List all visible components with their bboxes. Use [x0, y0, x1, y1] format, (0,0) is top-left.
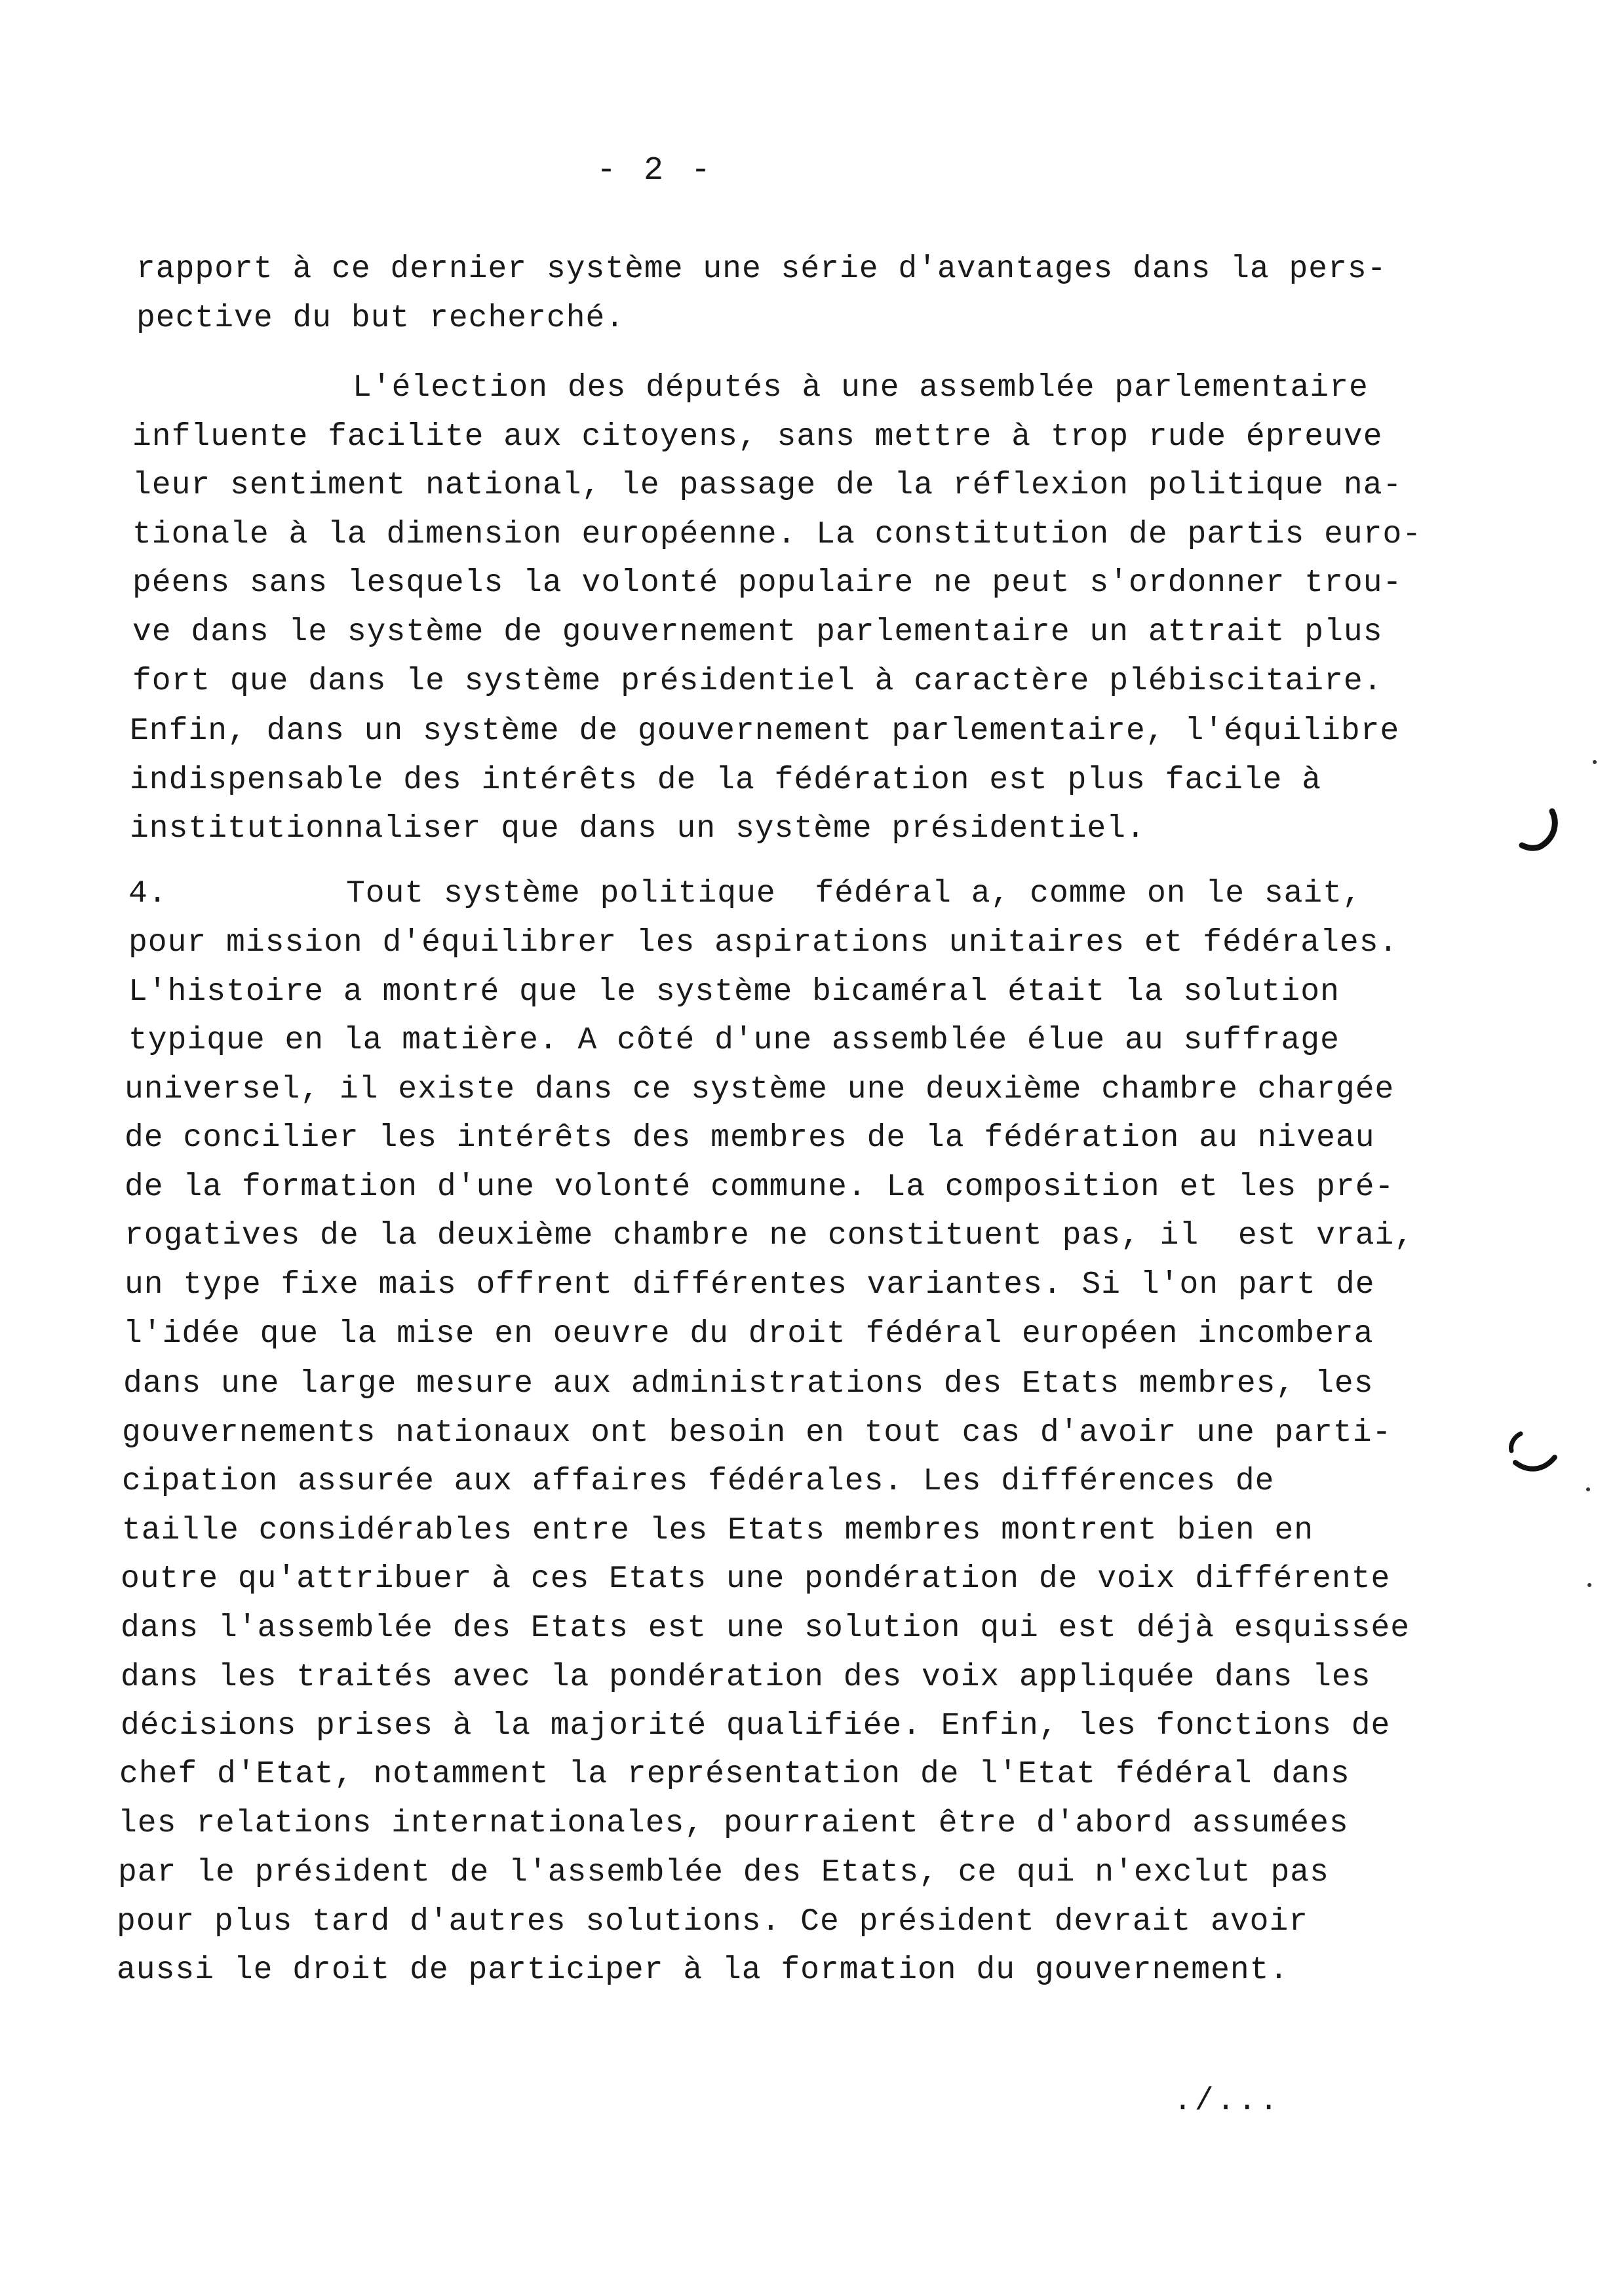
text-line: institutionnaliser que dans un système présidentiel. [130, 811, 1146, 847]
punch-hole-mark [1514, 806, 1566, 858]
text-line: ve dans le système de gouvernement parlementaire un attrait plus [132, 615, 1383, 650]
text-line: outre qu'attribuer à ces Etats une pondération de voix différente [121, 1561, 1391, 1597]
text-line: Tout système politique fédéral a, comme on le sait, [346, 876, 1362, 911]
text-line: par le président de l'assemblée des Etats, ce qui n'exclut pas [118, 1855, 1329, 1890]
text-line: un type fixe mais offrent différentes variantes. Si l'on part de [125, 1267, 1375, 1303]
text-line: pour mission d'équilibrer les aspirations unitaires et fédérales. [128, 925, 1399, 961]
text-line: rapport à ce dernier système une série d'avantages dans la pers- [136, 252, 1387, 287]
text-line: gouvernements nationaux ont besoin en tout cas d'avoir une parti- [122, 1415, 1392, 1451]
text-line: aussi le droit de participer à la formation du gouvernement. [117, 1953, 1289, 1988]
text-line: pour plus tard d'autres solutions. Ce président devrait avoir [117, 1904, 1309, 1940]
section-number: 4. [128, 876, 168, 911]
text-line: L'élection des députés à une assemblée parlementaire [353, 370, 1369, 406]
text-line: décisions prises à la majorité qualifiée. Enfin, les fonctions de [121, 1708, 1391, 1744]
scan-speck [1586, 1487, 1590, 1491]
punch-hole-mark [1501, 1428, 1573, 1487]
text-line: typique en la matière. A côté d'une assemblée élue au suffrage [128, 1023, 1340, 1058]
text-line: de concilier les intérêts des membres de la fédération au niveau [125, 1120, 1375, 1156]
text-line: fort que dans le système présidentiel à caractère plébiscitaire. [132, 664, 1383, 699]
text-line: dans une large mesure aux administrations des Etats membres, les [123, 1366, 1374, 1402]
text-line: tionale à la dimension européenne. La constitution de partis euro- [132, 517, 1422, 552]
text-line: dans les traités avec la pondération des voix appliquée dans les [121, 1660, 1371, 1695]
page-number: - 2 - [596, 152, 715, 189]
scan-speck [1587, 1583, 1591, 1587]
text-line: Enfin, dans un système de gouvernement parlementaire, l'équilibre [130, 714, 1400, 749]
text-line: dans l'assemblée des Etats est une solution qui est déjà esquissée [121, 1611, 1411, 1646]
text-line: universel, il existe dans ce système une deuxième chambre chargée [125, 1072, 1395, 1107]
text-line: chef d'Etat, notamment la représentation de l'Etat fédéral dans [119, 1757, 1350, 1792]
text-line: influente facilite aux citoyens, sans mettre à trop rude épreuve [132, 419, 1383, 455]
continuation-mark: ./... [1173, 2084, 1281, 2119]
text-line: L'histoire a montré que le système bicaméral était la solution [128, 974, 1340, 1010]
text-line: rogatives de la deuxième chambre ne constituent pas, il est vrai, [125, 1218, 1414, 1253]
text-line: pective du but recherché. [136, 301, 625, 336]
scan-speck [1593, 760, 1597, 764]
text-line: indispensable des intérêts de la fédération est plus facile à [130, 763, 1322, 798]
text-line: leur sentiment national, le passage de la réflexion politique na- [132, 468, 1403, 503]
text-line: taille considérables entre les Etats membres montrent bien en [122, 1513, 1314, 1548]
text-line: péens sans lesquels la volonté populaire ne peut s'ordonner trou- [132, 565, 1403, 601]
text-line: l'idée que la mise en oeuvre du droit fédéral européen incombera [123, 1316, 1374, 1352]
text-line: de la formation d'une volonté commune. La composition et les pré- [125, 1170, 1395, 1205]
text-line: les relations internationales, pourraient être d'abord assumées [118, 1806, 1349, 1841]
text-line: cipation assurée aux affaires fédérales. Les différences de [122, 1464, 1275, 1499]
